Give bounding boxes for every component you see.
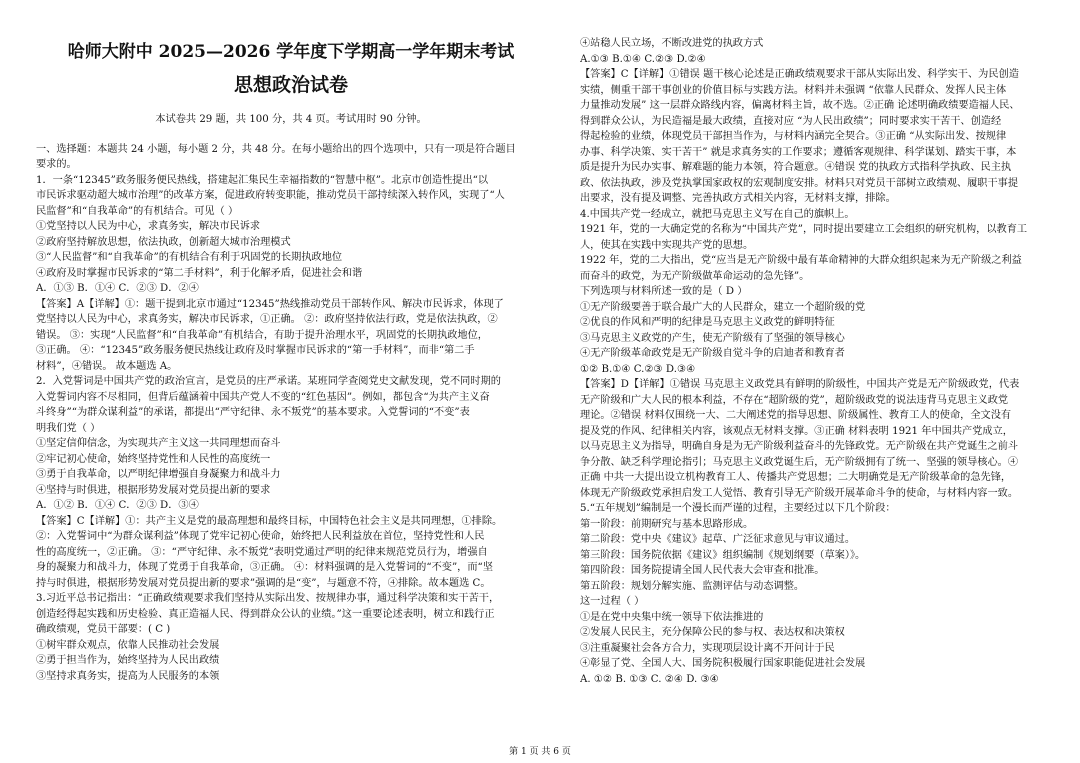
text-line: 身的凝聚力和战斗力，体现了党勇于自我革命，③正确。 ④：材料强调的是入党誓词的“不变”，而“坚 <box>36 562 493 573</box>
text-line: 【答案】A【详解】①：题干提到北京市通过“12345”热线推动党员干部转作风、解决市民诉求，体现了 <box>36 298 504 310</box>
text-line: ①无产阶级要善于联合最广大的人民群众，建立一个超阶级的党 <box>580 301 866 313</box>
text-line: 这一过程（ ） <box>580 596 645 607</box>
text-line: ②牢记初心使命，始终坚持党性和人民性的高度统一 <box>36 453 271 465</box>
text-line: 正确 中共一大提出设立机构教育工人、传播共产党思想；二大明确党是无产阶级革命的急先锋， <box>580 472 1012 483</box>
text-line: 1．一条“12345”政务服务便民热线，搭建起汇集民生幸福指数的“智慧中枢”。北京市创造性提出“以 <box>36 174 489 186</box>
text-line: 要求的。 <box>36 159 77 170</box>
text-line: ④政府及时掌握市民诉求的“第二手材料”，利于化解矛盾，促进社会和谐 <box>36 267 363 279</box>
left-column <box>36 40 546 684</box>
text-line: 【答案】C【详解】①：共产主义是党的最高理想和最终目标，中国特色社会主义是共同理想，①排除。 <box>36 515 503 527</box>
text-line: 而奋斗的政党，为无产阶级做革命运动的急先锋”。 <box>580 270 810 282</box>
text-line: 市民诉求驱动超大城市治理”的改革方案，促进政府转变职能，推动党员干部持续深入转作风，实现了“人 <box>36 190 505 201</box>
text-line: 3.习近平总书记指出：“正确政绩观要求我们坚持从实际出发、按规律办事，通过科学决策和实干苦干， <box>36 593 500 604</box>
text-line: A.①③ B.①④ C.②③ D.②④ <box>580 53 706 65</box>
text-line: 实绩，侧重干部干事创业的价值目标与实践方法。材料并未强调 “依靠人民群众、发挥人民主体 <box>580 84 1007 96</box>
text-line: ④无产阶级革命政党是无产阶级自觉斗争的启迪者和教育者 <box>580 348 845 359</box>
right-column <box>580 36 1050 687</box>
text-line: 持与时俱进，根据形势发展对党员提出新的要求”强调的是“变”，与题意不符，④排除。故本题选 C。 <box>36 577 491 589</box>
text-line: 【答案】D【详解】①错误 马克思主义政党具有鲜明的阶级性，中国共产党是无产阶级政党，代表 <box>580 379 1020 390</box>
exam-subtitle: 思想政治试卷 <box>233 74 348 96</box>
text-line: 下列选项与材料所述一致的是（ D ） <box>580 286 748 297</box>
text-line: 5.“五年规划”编制是一个漫长而严谨的过程，主要经过以下几个阶段： <box>580 503 896 514</box>
text-line: ③注重凝聚社会各方合力，实现项层设计离不开问计于民 <box>580 642 835 654</box>
exam-note: 本试卷共 29 题，共 100 分，共 4 页。考试用时 90 分钟。 <box>155 114 427 125</box>
text-line: 以马克思主义为指导，明确自身是为无产阶级利益奋斗的先锋政党。无产阶级在共产党诞生之前斗 <box>580 441 1019 452</box>
text-line: 4.中国共产党一经成立，就把马克思主义写在自己的旗帜上。 <box>580 208 855 220</box>
text-line: ①是在党中央集中统一领导下依法推进的 <box>580 611 764 623</box>
text-line: 质是提升为民办实事、解难题的能力本领，符合题意。④错误 党的执政方式指科学执政、民主执 <box>580 162 1012 173</box>
text-line: 第三阶段：国务院依据《建议》组织编制《规划纲要（草案）》。 <box>580 549 866 561</box>
text-line: 提及党的作风、纪律相关内容，该观点无材料支撑。③正确 材料表明 1921 年中国共产党成立， <box>580 425 1013 437</box>
text-line: 出要求，没有提及调整、完善执政方式相关内容，无材料支撑，排除。 <box>580 193 896 204</box>
text-line: 争分散、缺乏科学理论指引；马克思主义政党诞生后，无产阶级拥有了统一、坚强的领导核心。④ <box>580 456 1019 468</box>
text-line: ③坚持求真务实，提高为人民服务的本领 <box>36 670 220 682</box>
text-line: ①党坚持以人民为中心，求真务实，解决市民诉求 <box>36 221 261 232</box>
text-line: 【答案】C【详解】①错误 题干核心论述是正确政绩观要求干部从实际出发、科学实干、为民创造 <box>580 69 1019 80</box>
text-line: ④站稳人民立场，不断改进党的执政方式 <box>580 38 764 49</box>
text-line: 第一阶段：前期研究与基本思路形成。 <box>580 518 754 530</box>
right-text-block <box>580 36 1050 687</box>
text-line: A. ①② B. ①③ C. ②④ D. ③④ <box>580 673 719 685</box>
text-line: ③“人民监督”和“自我革命”的有机结合有利于巩固党的长期执政地位 <box>36 252 343 263</box>
text-line: 体现无产阶级政党承担启发工人觉悟、教育引导无产阶级开展革命斗争的使命，与材料内容一致。 <box>580 487 1019 499</box>
text-line: 民监督”和“自我革命”的有机结合。可见（ ） <box>36 205 239 217</box>
text-line: 无产阶级和广大人民的根本利益，不存在“超阶级的党”，超阶级政党的说法违背马克思主义政党 <box>580 394 1009 406</box>
text-line: 2．入党誓词是中国共产党的政治宣言，是党员的庄严承诺。某班同学查阅党史文献发现，党不同时期的 <box>36 376 501 387</box>
text-line: ②政府坚持解放思想，依法执政，创新超大城市治理模式 <box>36 236 291 248</box>
text-line: 第五阶段：规划分解实施、监测评估与动态调整。 <box>580 580 805 592</box>
text-line: ④彰显了党、全国人大、国务院积极履行国家职能促进社会发展 <box>580 658 866 669</box>
text-line: ③马克思主义政党的产生，使无产阶级有了坚强的领导核心 <box>580 332 845 344</box>
text-line: 错误。 ③：实现“人民监督”和“自我革命”有机结合，有助于提升治理水平，巩固党的长期执政地位， <box>36 329 488 341</box>
text-line: 1922 年，党的二大指出，党“应当是无产阶级中最有革命精神的大群众组织起来为无产阶级之利益 <box>580 255 1022 266</box>
page-number: 第 1 页 共 6 页 <box>509 747 571 757</box>
text-line: ②优良的作风和严明的纪律是马克思主义政党的鲜明特征 <box>580 317 835 328</box>
text-line: ②勇于担当作为，始终坚持为人民出政绩 <box>36 655 220 666</box>
text-line: ④坚持与时俱进，根据形势发展对党员提出新的要求 <box>36 484 271 496</box>
text-line: 得起检验的业绩，体现党员干部担当作为，与材料内涵完全契合。③正确 “从实际出发、按规律 <box>580 131 1007 142</box>
text-line: 斗终身”“为群众谋利益”的承诺，都提出“严守纪律、永不叛党”的基本要求。入党誓词的“不变”表 <box>36 407 470 418</box>
text-line: A．①③ B．①④ C．②③ D．②④ <box>36 283 199 294</box>
exam-title: 哈师大附中 2025—2026 学年度下学期高一学年期末考试 <box>67 42 515 62</box>
text-line: ①② B.①④ C.②③ D.③④ <box>580 363 696 375</box>
text-line: 材料”，④错误。 故本题选 A。 <box>36 360 178 372</box>
text-line: 理论。②错误 材料仅围绕一大、二大阐述党的指导思想、阶级属性、教育工人的使命，全文没有 <box>580 410 1012 421</box>
text-line: 创造经得起实践和历史检验、真正造福人民、得到群众公认的业绩。”这一重要论述表明，树立和践行正 <box>36 608 495 620</box>
text-line: 得到群众公认，为民造福是最大政绩，直接对应 “为人民出政绩”；同时要求实干苦干、创造经 <box>580 115 1002 127</box>
text-line: ③勇于自我革命，以严明纪律增强自身凝聚力和战斗力 <box>36 469 281 480</box>
text-line: ①树牢群众观点，依靠人民推动社会发展 <box>36 639 220 651</box>
text-line: 办事、科学决策、实干苦干” 就是求真务实的工作要求；遵循客观规律、科学谋划、踏实干事，本 <box>580 146 1017 158</box>
text-line: 入党誓词内容不尽相同，但背后蕴涵着中国共产党人不变的“红色基因”。例如，都包含“为共产主义奋 <box>36 391 490 403</box>
text-line: 政、依法执政，涉及党执掌国家政权的宏观制度安排。材料只对党员干部树立政绩观、履职干事提 <box>580 177 1019 189</box>
left-text-block <box>36 142 546 685</box>
text-line: 一、选择题：本题共 24 小题，每小题 2 分，共 48 分。在每小题给出的四个选项中，只有一项是符合题目 <box>36 143 516 155</box>
text-line: 力量推动发展” 这一层群众路线内容，偏离材料主旨，故不选。②正确 论述明确政绩要造福人民、 <box>580 100 1020 111</box>
text-line: 明我们党（ ） <box>36 422 101 434</box>
text-line: 人，使其在实践中实现共产党的思想。 <box>580 239 754 251</box>
text-line: 性的高度统一，②正确。 ③：“严守纪律、永不叛党”表明党通过严明的纪律来规范党员行为，增强自 <box>36 546 488 558</box>
text-line: ①坚定信仰信念，为实现共产主义这一共同理想而奋斗 <box>36 438 281 449</box>
text-line: 确政绩观，党员干部要：( C ) <box>36 624 171 635</box>
text-line: 第二阶段：党中央《建议》起草、广泛征求意见与审议通过。 <box>580 534 856 545</box>
text-line: ②发展人民民主，充分保障公民的参与权、表达权和决策权 <box>580 627 845 638</box>
text-line: 第四阶段：国务院提请全国人民代表大会审查和批准。 <box>580 565 825 576</box>
text-line: A．①② B．①④ C．②③ D．③④ <box>36 500 199 511</box>
text-line: 党坚持以人民为中心，求真务实，解决市民诉求，①正确。 ②：政府坚持依法行政，党是依法执政，② <box>36 314 498 325</box>
text-line: ②：入党誓词中“为群众谋利益”体现了党牢记初心使命，始终把人民利益放在首位，坚持党性和人民 <box>36 531 485 542</box>
text-line: ③正确。 ④：“12345”政务服务便民热线让政府及时掌握市民诉求的“第一手材料”，而非“第二手 <box>36 345 475 356</box>
text-line: 1921 年，党的一大确定党的名称为“中国共产党”，同时提出要建立工会组织的研究机构，以教育工 <box>580 224 1028 235</box>
